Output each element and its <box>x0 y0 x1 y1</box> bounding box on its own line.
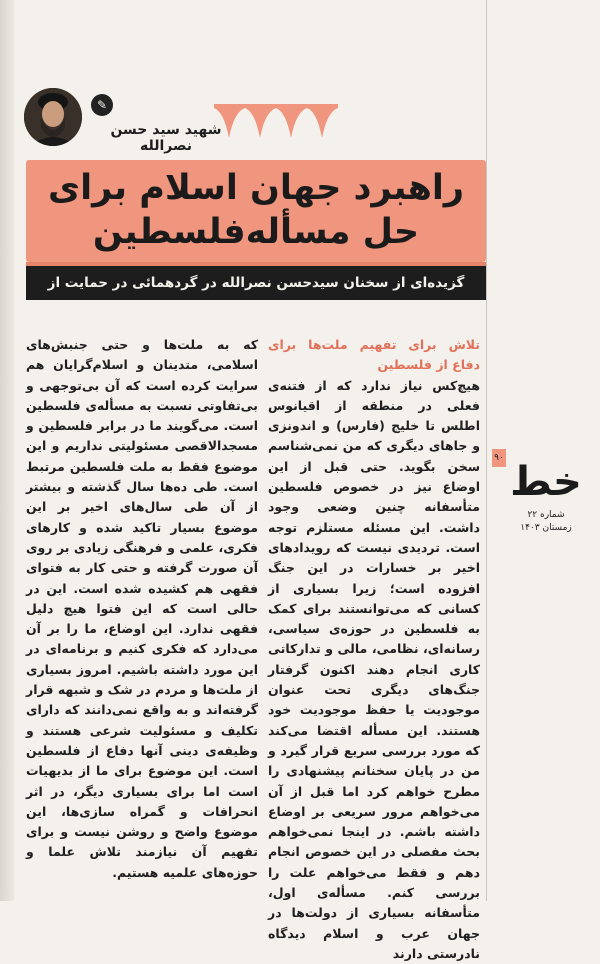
section-heading: تلاش برای تفهیم ملت‌ها برای دفاع از فلسطین <box>268 337 480 373</box>
magazine-season: زمستان ۱۴۰۳ <box>520 523 572 533</box>
left-column-text: که به ملت‌ها و حتی جنبش‌های اسلامی، متدینان و اسلام‌گرایان هم سرایت کرده است که آن بی‌توجهی و بی‌تفاوتی نسبت به مسأله‌ی فلسطین است. می‌گویند ما در برابر فلسطین و مسجدالاقصی مسئولیتی نداریم و این موضوع فقط به ملت فلسطین مرتبط است. طی ده‌ها سال گذشته و بیشتر از آن طی سال‌های اخیر بر این موضوع بسیار تاکید شده و کارهای فکری، علمی و فرهنگی زیادی بر روی آن صورت گرفته و حتی کار به فتوای فقهی هم کشیده شده است. این در حالی است که این فتوا هیچ دلیل فقهی ندارد. این اوضاع، ما را بر آن می‌دارد که فکری کنیم و برنامه‌ای در این مورد داشته باشیم. امروز بسیاری از ملت‌ها و مردم در شک و شبهه قرار گرفته‌اند و به واقع نمی‌دانند که دارای تکلیف و مسئولیت شرعی هستند و وظیفه‌ی دینی آنها دفاع از فلسطین است. این موضوع برای ما از بدیهیات است اما برای بسیاری دیگر، در اثر انحرافات و گمراه سازی‌ها، این موضوع واضح و روشن نیست و برای تفهیم آن نیازمند تلاش علما و حوزه‌های علمیه هستیم. <box>26 337 258 880</box>
pen-icon: ✎ <box>91 94 113 116</box>
magazine-issue: شماره ۲۲ <box>527 510 565 520</box>
ornament-icon <box>214 104 338 142</box>
article-subtitle: گزیده‌ای از سخنان سید‌حسن نصرالله در گردهمائی در حمایت از انتفاضه فلسطین <box>26 266 486 300</box>
article-title: راهبرد جهان اسلام برای حل مسأله‌فلسطین <box>48 168 464 252</box>
page-spine <box>0 0 14 901</box>
page-number: ۹۰ <box>492 449 506 467</box>
magazine-logo: خط <box>510 459 582 505</box>
right-column-text: هیچ‌کس نیاز ندارد که از فتنه‌ی فعلی در منطقه از اقیانوس اطلس تا خلیج (فارس) و اندونزی و جاهای دیگری که من نمی‌شناسم سخن بگوید. حتی قبل از این اوضاع نیز در خصوص فلسطین متأسفانه چنین وضعی وجود داشت. این مسئله مستلزم توجه است. تردیدی نیست که رویدادهای اخیر بر خسارات در این جنگ افزوده است؛ زیرا بسیاری از کسانی که می‌توانستند برای کمک به فلسطین در حوزه‌ی سیاسی، رسانه‌ای، نظامی، مالی و تدارکاتی کاری انجام دهند اکنون گرفتار جنگ‌های دیگری تحت عنوان موجودیت یا حفظ موجودیت خود هستند. این مسأله اقتضا می‌کند که مورد بررسی سریع قرار گیرد و من در پایان سخنانم پیشنهادی را مطرح خواهم کرد اما قبل از آن می‌خواهم مرور سریعی بر اوضاع داشته باشم. در اینجا نمی‌خواهم بحث مفصلی در این خصوص انجام دهم و فقط می‌خواهم علت را بررسی کنم. مسأله‌ی اول، متأسفانه بسیاری از دولت‌ها در جهان عرب و اسلام دیدگاه نادرستی دارند <box>268 377 480 961</box>
left-column <box>26 335 258 883</box>
right-column <box>268 335 480 964</box>
title-box <box>26 160 486 262</box>
author-name: شهید سید حسن نصرالله <box>110 122 222 154</box>
margin-rule <box>486 0 487 901</box>
author-portrait-icon <box>24 88 82 146</box>
author-photo <box>24 88 82 146</box>
